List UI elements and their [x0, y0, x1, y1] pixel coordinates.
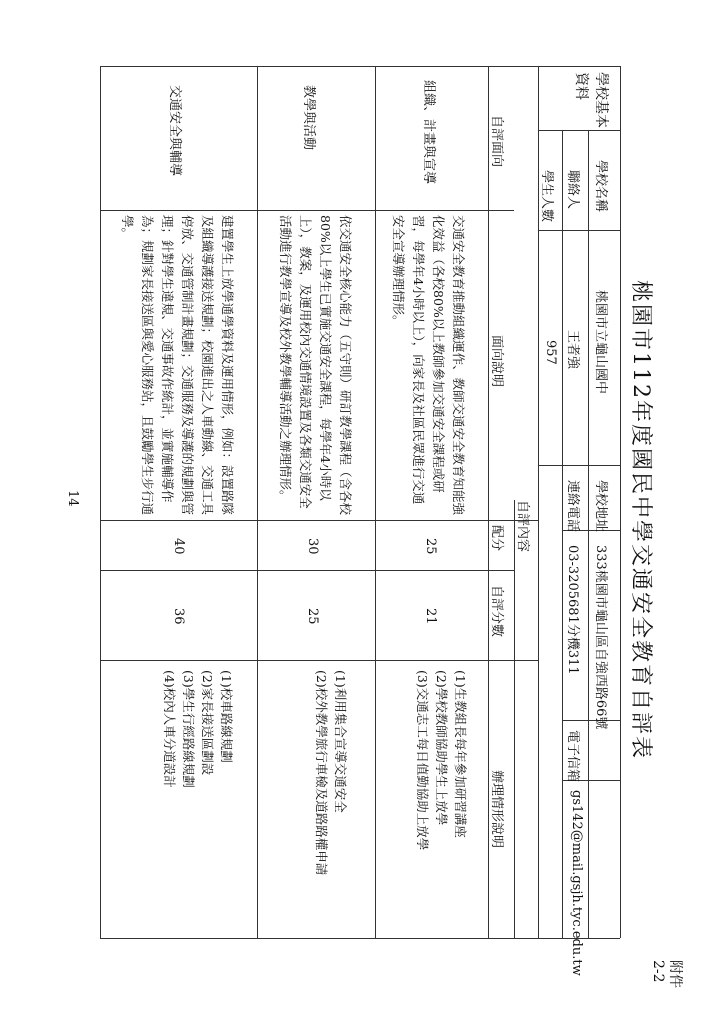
row-aspect: 組織、計畫與宣導	[421, 80, 436, 185]
email-value: gs142@mail.gsjh.tyc.edu.tw	[569, 790, 584, 976]
school-name-value: 桃園市立龜山國中	[593, 290, 608, 395]
handling-item: (2)家長接送區劃設	[200, 670, 215, 776]
aspect-header: 自評面向	[489, 115, 504, 168]
row-aspect: 交通安全與輔導	[167, 85, 182, 177]
self-score-header: 自評分數	[489, 585, 504, 638]
handling-item: (3)學生行經路線規劃	[181, 670, 196, 788]
attachment-label: 附件2-2	[650, 960, 683, 988]
handling-header: 辦理情形說明	[489, 770, 504, 849]
score-header: 配分	[489, 525, 504, 552]
phone-value: 03-3205681分機311	[565, 545, 580, 675]
school-address-label: 學校地址	[593, 480, 608, 533]
handling-item: (1)生教組長每年參加研習講座	[453, 670, 468, 838]
row-handling	[160, 670, 236, 930]
row-handling	[312, 670, 350, 930]
school-address-value: 333桃園市龜山區自強西路66號	[593, 545, 608, 730]
students-label: 學生人數	[539, 170, 554, 223]
handling-item: (3)交通志工每日值勤協助上放學	[415, 670, 430, 851]
row-self-score: 25	[305, 608, 320, 625]
row-description: 交通安全教育推動組織運作、教師交通安全教育知能強化效益（各校80%以上教師參加交通安全課程或研習，每學年4小時以上），向家長及社區民眾進行交通安全宣導辦理情形。	[391, 215, 466, 516]
row-score: 30	[305, 538, 320, 555]
handling-item: (1)校車路線規劃	[219, 670, 234, 763]
page-title: 桃園市112年度國民中學交通安全教育自評表	[628, 280, 653, 760]
eval-content-header: 自評內容	[515, 500, 530, 553]
contact-value: 王者強	[565, 330, 580, 370]
row-description: 建置學生上放學通學資料及運用情形，例如：設置路隊及組織導護接送規劃；校園進出之人車動線、交通工具停放、交通管制計畫規劃；交通服務及導護的規劃與管理；針對學生違規、交通事故作統計，並實施輔導作為；規劃家長接送區與愛心服務站，且鼓勵學生步行通學。	[120, 215, 235, 516]
handling-item: (2)學校教師協助學生上放學	[434, 670, 449, 826]
row-description: 依交通安全核心能力（五守則）研訂教學課程（含各校80%以上學生已實施交通安全課程，每學年4小時以上），教案，及運用校內交通情境設置及各類交通安全活動進行教學宣導及校外教學輔導活動之辦理情形。	[278, 215, 353, 516]
handling-item: (2)校外教學旅行車檢及道路路權申請	[314, 670, 329, 876]
page-number: 14	[65, 490, 80, 507]
row-score: 25	[423, 538, 438, 555]
row-self-score: 36	[171, 608, 186, 625]
phone-label: 連絡電話	[565, 480, 580, 533]
students-value: 957	[543, 340, 558, 365]
row-self-score: 21	[423, 608, 438, 625]
handling-item: (4)校內人車分道設計	[162, 670, 177, 788]
handling-item: (1)利用集合宣導交通安全	[333, 670, 348, 813]
row-aspect: 教學與活動	[301, 85, 316, 151]
school-name-label: 學校名稱	[593, 160, 608, 213]
row-handling	[413, 670, 470, 930]
description-header: 面向說明	[489, 335, 504, 388]
row-score: 40	[171, 538, 186, 555]
contact-label: 聯絡人	[565, 170, 580, 210]
school-info-section-label: 學校基本資料	[573, 72, 609, 128]
email-label: 電子信箱	[565, 730, 580, 783]
